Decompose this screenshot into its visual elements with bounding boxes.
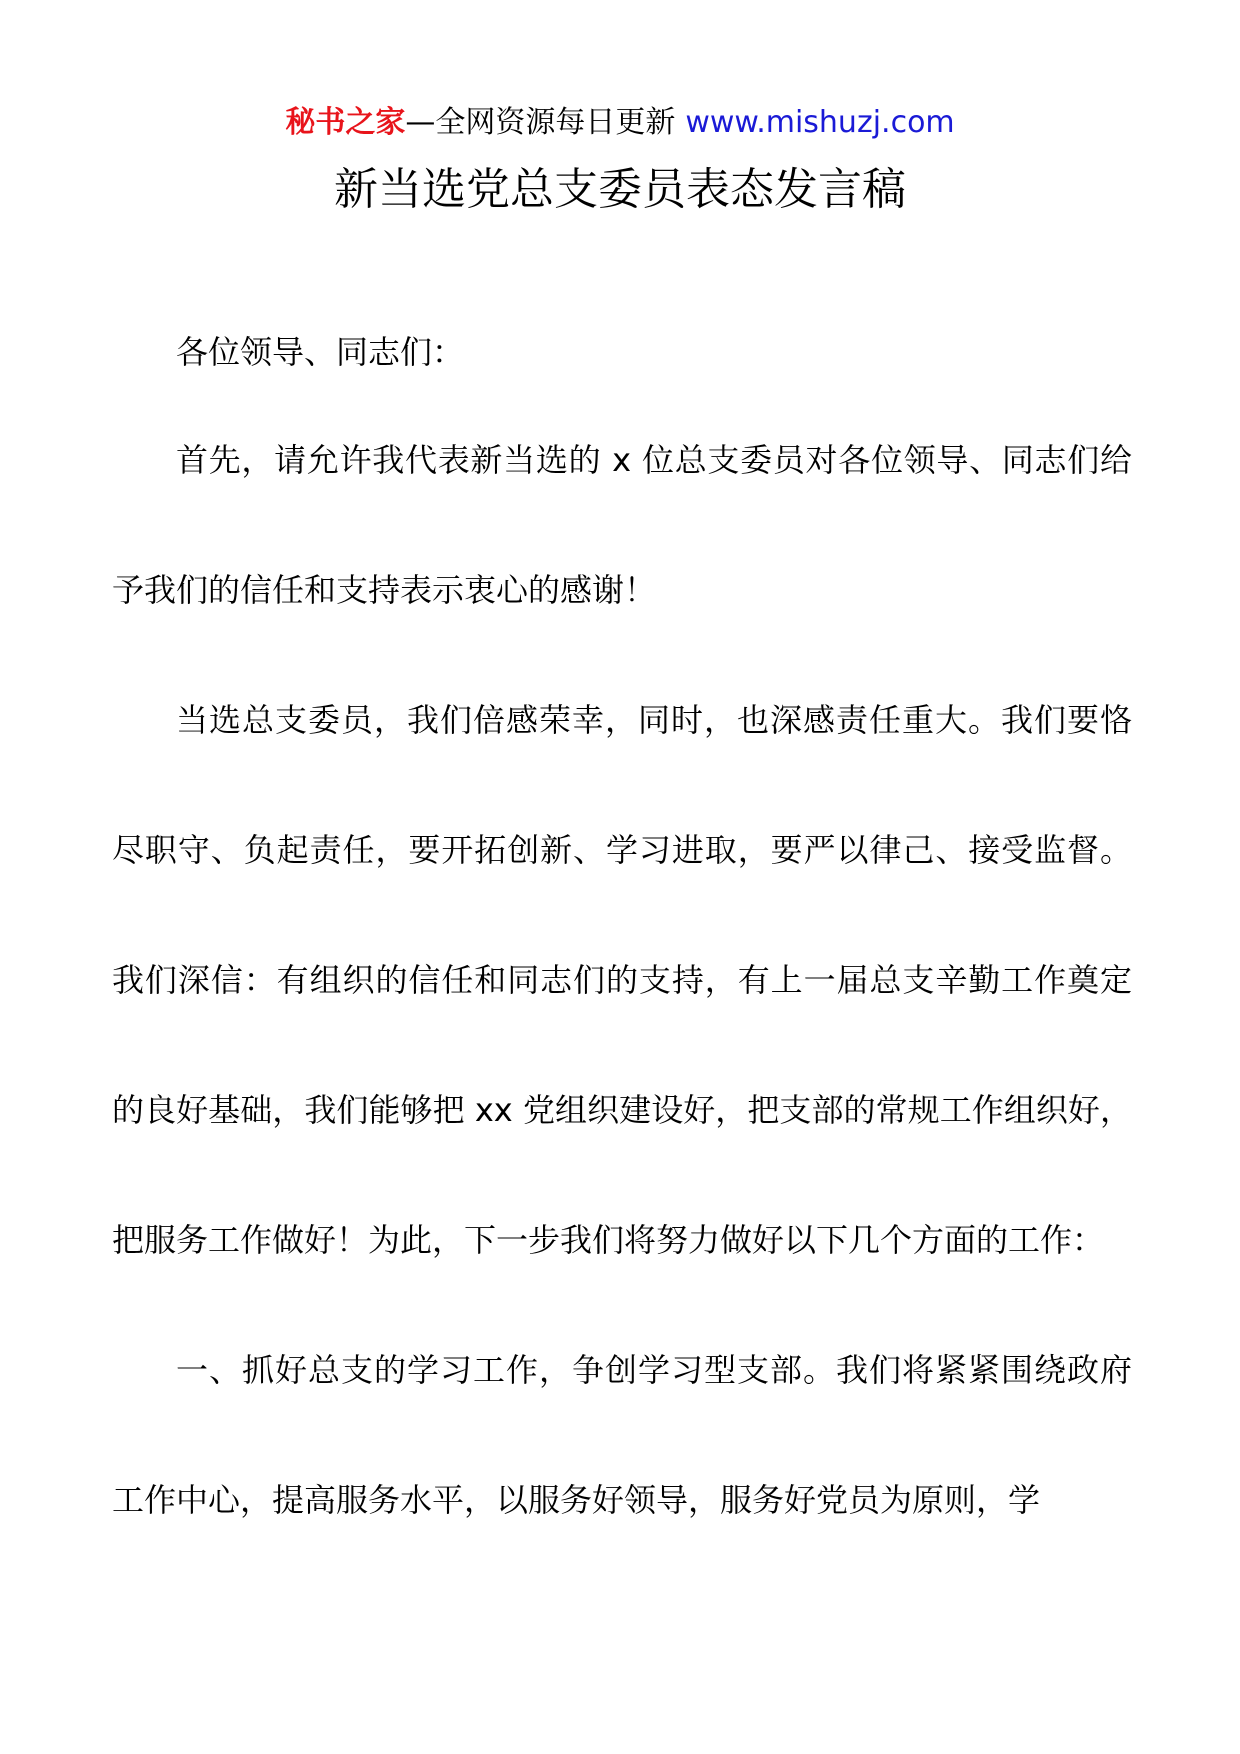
site-brand: 秘书之家: [285, 105, 406, 140]
paragraph-thanks: 首先，请允许我代表新当选的 x 位总支委员对各位领导、同志们给予我们的信任和支持表示衷心的感谢！: [112, 441, 1132, 609]
site-slogan: —全网资源每日更新: [405, 105, 676, 140]
site-url-link[interactable]: www.mishuzj.com: [685, 105, 955, 140]
site-header: [0, 103, 1240, 143]
document-title: 新当选党总支委员表态发言稿: [334, 164, 906, 215]
salutation: 各位领导、同志们：: [176, 333, 465, 371]
paragraph-commitment: 当选总支委员，我们倍感荣幸，同时，也深感责任重大。我们要恪尽职守、负起责任，要开拓创新、学习进取，要严以律己、接受监督。我们深信：有组织的信任和同志们的支持，有上一届总支辛勤工作奠定的良好基础，我们能够把 xx 党组织建设好，把支部的常规工作组织好，把服务工作做好！为此，下一步我们将努力做好以下几个方面的工作：: [112, 701, 1132, 1259]
document-body: [112, 287, 1132, 1565]
paragraph-point-one: 一、抓好总支的学习工作，争创学习型支部。我们将紧紧围绕政府工作中心，提高服务水平，以服务好领导，服务好党员为原则，学: [112, 1351, 1132, 1519]
